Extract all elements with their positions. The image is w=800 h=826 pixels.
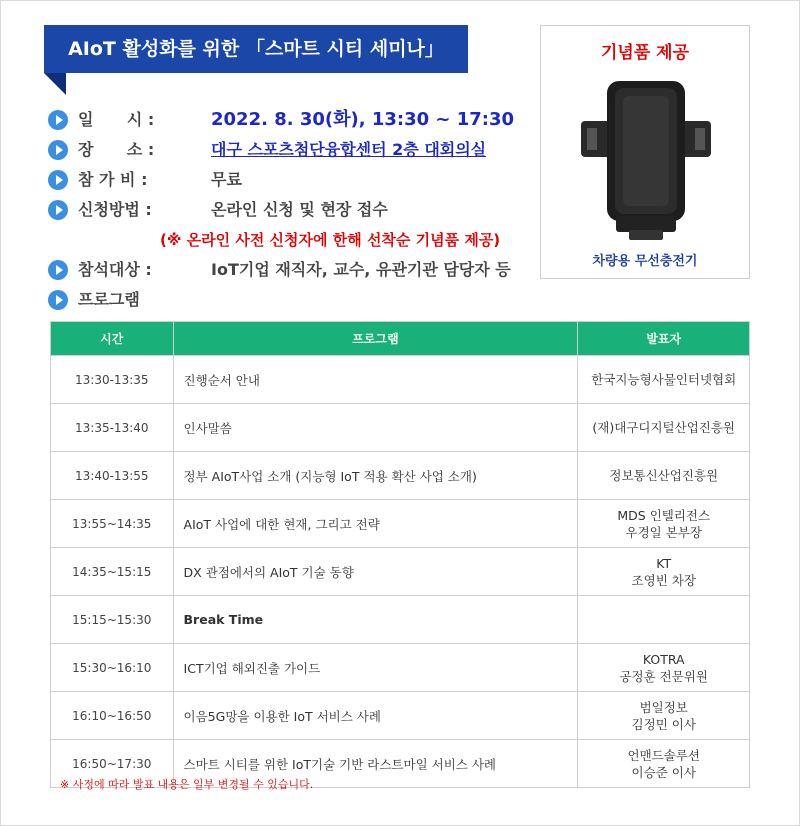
speaker-person: 공정훈 전문위원 <box>619 668 708 684</box>
gift-panel <box>540 25 750 279</box>
cell-speaker <box>578 644 750 692</box>
table-row <box>51 692 750 740</box>
title-banner-tail <box>44 73 66 95</box>
cell-program: AIoT 사업에 대한 현재, 그리고 전략 <box>173 500 578 548</box>
cell-speaker <box>578 596 750 644</box>
play-bullet-icon <box>48 140 68 160</box>
cell-speaker <box>578 452 750 500</box>
info-label: 참석대상 : <box>78 260 152 279</box>
gift-title: 기념품 제공 <box>600 43 690 63</box>
speaker-org: KOTRA <box>642 651 685 667</box>
speaker-org: MDS 인텔리전스 <box>617 507 711 523</box>
table-row <box>51 356 750 404</box>
cell-time: 15:15~15:30 <box>51 596 174 644</box>
info-label: 참 가 비 : <box>78 170 148 189</box>
speaker-org: 정보통신산업진흥원 <box>609 468 719 483</box>
table-row <box>51 596 750 644</box>
cell-speaker <box>578 740 750 788</box>
speaker-person: 조영빈 차장 <box>631 572 696 588</box>
program-table <box>50 321 750 788</box>
info-label: 프로그램 <box>78 290 140 309</box>
cell-program: 진행순서 안내 <box>173 356 578 404</box>
page-title: AIoT 활성화를 위한 「스마트 시티 세미나」 <box>44 25 468 73</box>
speaker-org: 범일정보 <box>639 699 688 715</box>
speaker-org: KT <box>656 555 672 571</box>
play-bullet-icon <box>48 290 68 310</box>
info-value-target: IoT기업 재직자, 교수, 유관기관 담당자 등 <box>211 260 511 279</box>
table-row <box>51 548 750 596</box>
cell-time: 15:30~16:10 <box>51 644 174 692</box>
cell-speaker <box>578 404 750 452</box>
speaker-person: 이승준 이사 <box>631 764 696 780</box>
info-label: 장 소 : <box>78 140 155 159</box>
info-value-fee: 무료 <box>211 170 242 189</box>
play-bullet-icon <box>48 260 68 280</box>
info-label: 신청방법 : <box>78 200 152 219</box>
speaker-org: 언맨드솔루션 <box>627 747 700 763</box>
footnote: ※ 사정에 따라 발표 내용은 일부 변경될 수 있습니다. <box>60 778 314 791</box>
gift-caption: 차량용 무선충전기 <box>592 254 698 269</box>
table-header-row <box>51 322 750 356</box>
cell-time: 16:10~16:50 <box>51 692 174 740</box>
cell-time: 13:55~14:35 <box>51 500 174 548</box>
play-bullet-icon <box>48 110 68 130</box>
info-label: 일 시 : <box>78 110 155 129</box>
cell-program: Break Time <box>173 596 578 644</box>
info-value-date: 2022. 8. 30(화), 13:30 ~ 17:30 <box>211 109 515 130</box>
cell-program: ICT기업 해외진출 가이드 <box>173 644 578 692</box>
cell-program: DX 관점에서의 AIoT 기술 동향 <box>173 548 578 596</box>
play-bullet-icon <box>48 200 68 220</box>
wireless-charger-image <box>571 76 721 246</box>
speaker-org: (재)대구디지털산업진흥원 <box>592 420 736 435</box>
play-bullet-icon <box>48 170 68 190</box>
cell-program: 스마트 시티를 위한 IoT기술 기반 라스트마일 서비스 사례 <box>173 740 578 788</box>
table-row <box>51 404 750 452</box>
cell-time: 13:40-13:55 <box>51 452 174 500</box>
cell-program: 정부 AIoT사업 소개 (지능형 IoT 적용 확산 사업 소개) <box>173 452 578 500</box>
column-header-time: 시간 <box>51 322 174 356</box>
table-row <box>51 452 750 500</box>
table-row <box>51 500 750 548</box>
table-row <box>51 644 750 692</box>
speaker-person: 김정민 이사 <box>631 716 696 732</box>
column-header-program: 프로그램 <box>173 322 578 356</box>
cell-time: 13:35-13:40 <box>51 404 174 452</box>
cell-time: 16:50~17:30 <box>51 740 174 788</box>
speaker-person: 우경일 본부장 <box>625 524 702 540</box>
column-header-speaker: 발표자 <box>578 322 750 356</box>
cell-speaker <box>578 500 750 548</box>
cell-program: 인사말씀 <box>173 404 578 452</box>
cell-speaker <box>578 356 750 404</box>
cell-speaker <box>578 548 750 596</box>
cell-program: 이음5G망을 이용한 IoT 서비스 사례 <box>173 692 578 740</box>
cell-time: 13:30-13:35 <box>51 356 174 404</box>
speaker-org: 한국지능형사물인터넷협회 <box>591 372 737 387</box>
info-value-apply: 온라인 신청 및 현장 접수 <box>211 200 388 219</box>
cell-time: 14:35~15:15 <box>51 548 174 596</box>
info-value-place-link[interactable]: 대구 스포츠첨단융합센터 2층 대회의실 <box>211 140 487 159</box>
cell-speaker <box>578 692 750 740</box>
apply-note: (※ 온라인 사전 신청자에 한해 선착순 기념품 제공) <box>160 231 501 249</box>
